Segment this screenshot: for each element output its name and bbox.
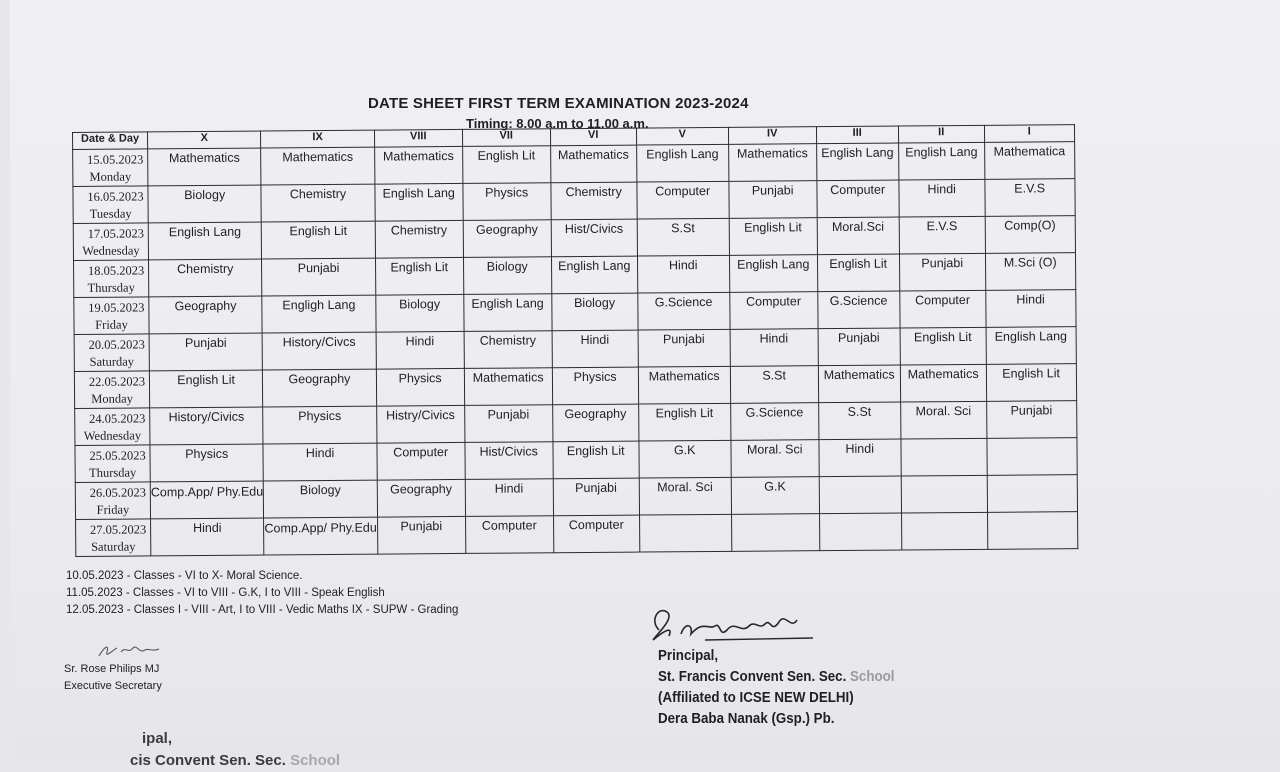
subject-cell: Biology xyxy=(551,293,637,331)
subject-cell: Mathematics xyxy=(550,145,636,183)
subject-cell: Moral. Sci xyxy=(900,401,986,439)
subject-cell: Comp(O) xyxy=(985,216,1075,254)
subject-cell xyxy=(639,514,731,552)
bleed-line-faint: School xyxy=(290,752,341,769)
bleed-through-text xyxy=(130,728,340,772)
exam-day: Thursday xyxy=(89,465,137,480)
date-day-cell xyxy=(76,519,151,557)
column-header-class: IX xyxy=(261,130,374,148)
subject-cell: Engligh Lang xyxy=(262,295,376,333)
exam-day: Monday xyxy=(89,169,132,184)
subject-cell: E.V.S xyxy=(985,179,1075,217)
subject-cell: Mathematics xyxy=(464,368,552,406)
subject-cell: Hist/Civics xyxy=(551,219,637,257)
date-sheet-table xyxy=(72,124,1078,557)
subject-cell: Punjabi xyxy=(729,181,817,219)
subject-cell: Hindi xyxy=(637,255,729,293)
exam-day: Thursday xyxy=(87,280,135,295)
note-line: 11.05.2023 - Classes - VI to VIII - G.K, I to VIII - Speak English xyxy=(66,587,385,599)
subject-cell: M.Sci (O) xyxy=(985,253,1075,291)
school-affiliation: (Affiliated to ICSE NEW DELHI) xyxy=(658,690,854,706)
subject-cell xyxy=(987,475,1077,513)
subject-cell: E.V.S xyxy=(899,216,985,254)
exam-day: Monday xyxy=(91,391,133,406)
date-day-cell xyxy=(73,149,148,187)
date-day-cell xyxy=(73,186,148,224)
subject-cell: Chemistry xyxy=(261,184,375,222)
subject-cell: Geography xyxy=(149,296,263,334)
subject-cell: English Lit xyxy=(638,403,730,441)
secretary-designation: Executive Secretary xyxy=(64,680,162,692)
subject-cell: English Lang xyxy=(463,294,551,332)
subject-cell: Geography xyxy=(263,369,377,407)
subject-cell: English Lang xyxy=(551,256,637,294)
subject-cell: G.Science xyxy=(730,403,818,441)
subject-cell: Chemistry xyxy=(464,331,552,369)
subject-cell: Hindi xyxy=(376,331,464,369)
school-name-faint: School xyxy=(850,669,895,685)
subject-cell: Computer xyxy=(377,442,465,480)
subject-cell: Moral. Sci xyxy=(639,477,731,515)
subject-cell: Hindi xyxy=(263,443,377,481)
subject-cell: Punjabi xyxy=(899,253,985,291)
column-header-class: I xyxy=(984,125,1074,143)
subject-cell: Hindi xyxy=(151,518,265,556)
subject-cell: Hindi xyxy=(985,290,1075,328)
subject-cell: Chemistry xyxy=(375,220,463,258)
exam-day: Friday xyxy=(96,502,130,517)
secretary-name: Sr. Rose Philips MJ xyxy=(64,663,160,675)
subject-cell: Geography xyxy=(463,220,551,258)
subject-cell: English Lang xyxy=(148,222,262,260)
notes-section xyxy=(66,568,458,619)
subject-cell: Hist/Civics xyxy=(465,442,553,480)
subject-cell: English Lang xyxy=(986,327,1076,365)
subject-cell: English Lit xyxy=(149,370,263,408)
subject-cell: G.Science xyxy=(817,291,899,329)
exam-day: Saturday xyxy=(89,354,135,369)
secretary-signature xyxy=(95,640,165,662)
subject-cell: Hindi xyxy=(552,330,638,368)
subject-cell: Mathematics xyxy=(261,147,375,185)
table-row xyxy=(76,512,1078,557)
subject-cell: Physics xyxy=(376,368,464,406)
subject-cell xyxy=(901,475,987,513)
column-header-class: IV xyxy=(728,127,816,145)
subject-cell: Mathematics xyxy=(728,144,816,182)
subject-cell: English Lit xyxy=(553,441,639,479)
subject-cell: English Lang xyxy=(636,144,728,182)
subject-cell: Geography xyxy=(377,479,465,517)
exam-day: Tuesday xyxy=(89,206,132,221)
subject-cell xyxy=(987,512,1077,550)
subject-cell xyxy=(901,438,987,476)
subject-cell xyxy=(819,476,901,514)
date-day-cell xyxy=(74,371,149,409)
exam-date: 26.05.2023 xyxy=(89,485,147,500)
subject-cell: Geography xyxy=(552,404,638,442)
exam-day: Wednesday xyxy=(83,428,142,443)
subject-cell: Physics xyxy=(263,406,377,444)
subject-cell: English Lang xyxy=(729,255,817,293)
subject-cell: Punjabi xyxy=(377,516,465,554)
subject-cell: Hindi xyxy=(819,439,901,477)
date-day-cell xyxy=(74,334,149,372)
subject-cell: Physics xyxy=(552,367,638,405)
date-day-cell xyxy=(75,408,150,446)
subject-cell: History/Civcs xyxy=(262,332,376,370)
subject-cell: English Lit xyxy=(986,364,1076,402)
subject-cell: S.St xyxy=(818,402,900,440)
subject-cell: Histry/Civics xyxy=(376,405,464,443)
subject-cell: English Lang xyxy=(898,142,984,180)
subject-cell xyxy=(819,513,901,551)
subject-cell xyxy=(987,438,1077,476)
date-day-cell xyxy=(75,445,150,483)
subject-cell: English Lit xyxy=(262,221,376,259)
subject-cell: Punjabi xyxy=(553,478,639,516)
subject-cell: Biology xyxy=(264,480,378,518)
exam-date: 16.05.2023 xyxy=(87,189,144,204)
subject-cell: Chemistry xyxy=(551,182,637,220)
subject-cell: S.St xyxy=(730,366,818,404)
exam-date: 22.05.2023 xyxy=(88,374,146,389)
date-day-cell xyxy=(74,260,149,298)
exam-date: 27.05.2023 xyxy=(89,522,147,537)
subject-cell: Physics xyxy=(463,183,551,221)
subject-cell: Mathematics xyxy=(900,364,986,402)
exam-date: 19.05.2023 xyxy=(88,300,145,315)
bleed-line: cis Convent Sen. Sec. xyxy=(130,752,286,769)
subject-cell: English Lit xyxy=(375,257,463,295)
subject-cell: Computer xyxy=(465,516,553,554)
subject-cell: History/Civics xyxy=(150,407,264,445)
subject-cell: Punjabi xyxy=(818,328,900,366)
school-name: St. Francis Convent Sen. Sec. xyxy=(658,669,847,685)
date-day-cell xyxy=(75,482,150,520)
subject-cell: G.K xyxy=(639,440,731,478)
subject-cell: Punjabi xyxy=(638,329,730,367)
subject-cell: Hindi xyxy=(465,479,553,517)
subject-cell: Mathematics xyxy=(374,146,462,184)
exam-day: Wednesday xyxy=(82,243,140,258)
column-header-class: VII xyxy=(462,129,550,147)
principal-signature xyxy=(645,600,825,646)
subject-cell: Computer xyxy=(729,292,817,330)
subject-cell: Physics xyxy=(150,444,264,482)
subject-cell: Chemistry xyxy=(149,259,263,297)
subject-cell: S.St xyxy=(637,218,729,256)
subject-cell: Comp.App/ Phy.Edu xyxy=(150,481,264,519)
subject-cell: Punjabi xyxy=(986,401,1076,439)
subject-cell: Biology xyxy=(148,185,262,223)
subject-cell: English Lit xyxy=(729,218,817,256)
secretary-block xyxy=(64,661,162,695)
subject-cell xyxy=(731,514,819,552)
exam-date: 24.05.2023 xyxy=(89,411,146,426)
school-location: Dera Baba Nanak (Gsp.) Pb. xyxy=(658,711,835,727)
principal-block xyxy=(658,646,894,730)
subject-cell: Hindi xyxy=(730,329,818,367)
subject-cell xyxy=(901,512,987,550)
column-header-class: III xyxy=(816,126,898,144)
principal-title: Principal, xyxy=(658,648,719,664)
subject-cell: Computer xyxy=(553,515,639,553)
subject-cell: Computer xyxy=(817,180,899,218)
exam-date: 20.05.2023 xyxy=(88,337,145,352)
page-title: DATE SHEET FIRST TERM EXAMINATION 2023-2024 xyxy=(368,95,749,112)
subject-cell: English Lit xyxy=(900,327,986,365)
subject-cell: Biology xyxy=(463,257,551,295)
exam-timing: Timing: 8.00 a.m to 11.00 a.m. xyxy=(466,116,649,131)
column-header-class: V xyxy=(636,127,728,145)
subject-cell: Biology xyxy=(375,294,463,332)
subject-cell: G.Science xyxy=(637,292,729,330)
column-header-class: VIII xyxy=(374,129,462,147)
subject-cell: Mathematics xyxy=(638,366,730,404)
exam-day: Friday xyxy=(95,317,128,332)
column-header-class: X xyxy=(148,131,261,149)
subject-cell: Mathematics xyxy=(818,365,900,403)
subject-cell: English Lit xyxy=(462,146,550,184)
subject-cell: Punjabi xyxy=(149,333,263,371)
note-line: 10.05.2023 - Classes - VI to X- Moral Science. xyxy=(66,570,303,582)
subject-cell: Moral. Sci xyxy=(731,440,819,478)
subject-cell: Hindi xyxy=(899,179,985,217)
subject-cell: Mathematics xyxy=(148,148,262,186)
exam-day: Saturday xyxy=(90,539,136,554)
subject-cell: G.K xyxy=(731,477,819,515)
subject-cell: Mathematica xyxy=(984,142,1074,180)
subject-cell: English Lang xyxy=(375,183,463,221)
note-line: 12.05.2023 - Classes I - VIII - Art, I to VIII - Vedic Maths IX - SUPW - Grading xyxy=(66,604,459,616)
subject-cell: Punjabi xyxy=(262,258,376,296)
date-day-cell xyxy=(73,223,148,261)
bleed-line: ipal, xyxy=(142,730,173,747)
date-day-cell xyxy=(74,297,149,335)
column-header-class: VI xyxy=(550,128,636,146)
exam-date: 25.05.2023 xyxy=(89,448,146,463)
column-header-class: II xyxy=(898,125,984,143)
subject-cell: Moral.Sci xyxy=(817,217,899,255)
exam-date: 15.05.2023 xyxy=(87,152,144,167)
subject-cell: Computer xyxy=(637,181,729,219)
subject-cell: Punjabi xyxy=(464,405,552,443)
exam-date: 18.05.2023 xyxy=(87,263,145,278)
column-header-date: Date & Day xyxy=(73,132,148,150)
subject-cell: Comp.App/ Phy.Edu xyxy=(264,517,378,555)
subject-cell: English Lit xyxy=(817,254,899,292)
exam-date: 17.05.2023 xyxy=(87,226,144,241)
subject-cell: English Lang xyxy=(816,143,898,181)
subject-cell: Computer xyxy=(899,290,985,328)
